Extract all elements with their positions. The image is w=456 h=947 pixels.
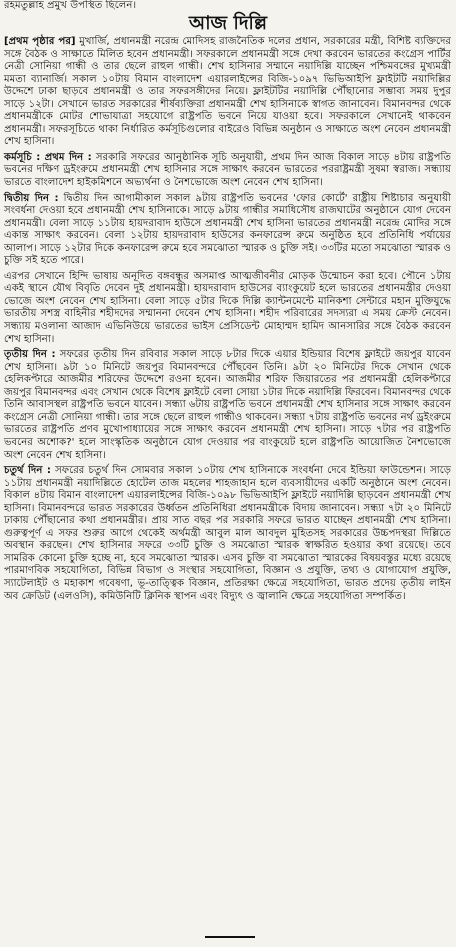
paragraph-lead: তৃতীয় দিন : [4,349,56,361]
paragraph-text: সফরের তৃতীয় দিন রবিবার সকাল সাড়ে ৮টার দিকে এয়ার ইন্ডিয়ার বিশেষ ফ্লাইটে জয়পুর যাবেন শেখ হাসিনা। ৯টা ১০ মিনিটে জয়পুর বিমানবন্দরে পৌঁছবেন তিনি। ৯টা ২০ মিনিটের দিকে সেখান থেকে হেলিকপ্টারে আজমীর শরিফের উদ্দেশে রওনা হবেন। আজমীর শরিফ জিয়ারতের পর প্রধানমন্ত্রী হেলিকপ্টারে জয়পুর বিমানবন্দর এবং সেখান থেকে বিশেষ ফ্লাইটে বেলা সোয়া ১টার দিকে নয়াদিল্লি ফিরবেন। বিমানবন্দর থেকে তিনি আবাসস্থল রাষ্ট্রপতি ভবনে যাবেন। সন্ধ্যা ৬টায় রাষ্ট্রপতি ভবনে প্রধানমন্ত্রী শেখ হাসিনার সঙ্গে সাক্ষাৎ করবেন কংগ্রেস নেত্রী সোনিয়া গান্ধী। তার সঙ্গে ছেলে রাহুল গান্ধীও থাকবেন। সন্ধ্যা ৭টায় রাষ্ট্রপতি ভবনের নর্থ ড্রইংরুমে ভারতের রাষ্ট্রপতি প্রণব মুখোপাধ্যায়ের সঙ্গে সাক্ষাৎ করবেন প্রধানমন্ত্রী শেখ হাসিনা। সাড়ে ৭টার পর রাষ্ট্রপতি ভবনের অশোক?' হলে সাংস্কৃতিক অনুষ্ঠানে যোগ দেওয়ার পর বাংকুয়েট হলে রাষ্ট্রপতি আয়োজিত নৈশভোজে অংশ নেবেন শেখ হাসিনা। [4,349,451,461]
previous-story-last-line: রহমতুল্লাহ প্রমুখ উপস্থিত ছিলেন। [4,0,137,11]
paragraph [4,36,451,149]
paragraph-text: দ্বিতীয় দিন আগামীকাল সকাল ৯টায় রাষ্ট্রপতি ভবনের 'ফোর কোর্টে' রাষ্ট্রীয় শিষ্টাচার অনুযায়ী সংবর্ধনা দেওয়া হবে প্রধানমন্ত্রী শেখ হাসিনাকে। সাড়ে ৯টায় গান্ধীর সমাধিসৌধ রাজঘাটের অনুষ্ঠানে যোগ দেবেন প্রধানমন্ত্রী। বেলা সাড়ে ১১টায় হায়দরাবাদ হাউসে প্রধানমন্ত্রী শেখ হাসিনা ভারতের প্রধানমন্ত্রী নরেন্দ্র মোদির সঙ্গে একান্ত সাক্ষাৎ করবেন। বেলা ১২টায় হায়দরাবাদ হাউসের কনফারেন্স রুমে অনুষ্ঠিত হবে প্রতিনিধি পর্যায়ের আলাপ। সাড়ে ১২টার দিকে কনফারেন্স রুমে হবে সমঝোতা স্মারক ও চুক্তি সই। ৩৩টির মতো সমঝোতা স্মারক ও চুক্তি সই হতে পারে। [4,192,451,267]
paragraph-lead: কর্মসূচি : প্রথম দিন : [4,151,92,163]
paragraph-text: সরকারি সফরের আনুষ্ঠানিক সূচি অনুযায়ী, প্রথম দিন আজ বিকাল সাড়ে ৪টায় রাষ্ট্রপতি ভবনের দক্ষিণ ড্রইংরুমে প্রধানমন্ত্রী শেখ হাসিনার সঙ্গে সাক্ষাৎ করবেন ভারতের পররাষ্ট্রমন্ত্রী সুষমা স্বরাজ। সন্ধ্যায় ভারতে বাংলাদেশ হাইকমিশনে অভ্যর্থনা ও নৈশভোজে অংশ নেবেন শেখ হাসিনা। [4,151,451,189]
paragraph [4,271,451,346]
paragraph-lead: [প্রথম পৃষ্ঠার পর] [4,36,76,47]
paragraph-text: মুখার্জি, প্রধানমন্ত্রী নরেন্দ্র মোদিসহ রাজনৈতিক দলের প্রধান, সরকারের মন্ত্রী, বিশিষ্ট ব্যক্তিদের সঙ্গে বৈঠক ও সাক্ষাতে মিলিত হবেন প্রধানমন্ত্রী। সফরকালে প্রধানমন্ত্রী সঙ্গে দেখা করবেন ভারতের কংগ্রেস পার্টির নেত্রী সোনিয়া গান্ধী ও তার ছেলে রাহুল গান্ধী। শেখ হাসিনার সম্মানে নয়াদিল্লি যাচ্ছেন পশ্চিমবঙ্গের মুখ্যমন্ত্রী মমতা ব্যানার্জি। সকাল ১০টায় বিমান বাংলাদেশ এয়ারলাইন্সের বিজি-১০৯৭ ভিভিআইপি ফ্লাইটটি নয়াদিল্লির উদ্দেশে ঢাকা ছাড়বে প্রধানমন্ত্রী ও তার সফরসঙ্গীদের নিয়ে। ফ্লাইটটির নয়াদিল্লি পৌঁছানোর সম্ভাব্য সময় দুপুর সাড়ে ১২টা। সেখানে ভারত সরকারের শীর্ষব্যক্তিরা প্রধানমন্ত্রী শেখ হাসিনাকে স্বাগত জানাবেন। বিমানবন্দর থেকে প্রধানমন্ত্রীকে মোটর শোভাযাত্রা সহযোগে রাষ্ট্রপতি ভবনে নিয়ে যাওয়া হবে। সফরকালে সেখানেই থাকবেন প্রধানমন্ত্রী। সফরসূচিতে থাকা নির্ধারিত কর্মসূচিগুলোর বাইরেও বিভিন্ন অনুষ্ঠান ও সাক্ষাতে অংশ নেবেন প্রধানমন্ত্রী শেখ হাসিনা। [4,36,451,148]
headline: আজ দিল্লি [188,13,268,34]
paragraph [4,465,451,603]
cut-off-next-headline-fragment [205,936,255,947]
article-body [0,36,456,603]
paragraph [4,349,451,462]
paragraph [4,152,451,190]
paragraph-text: এরপর সেখানে হিন্দি ভাষায় অনূদিত বঙ্গবন্ধুর অসমাপ্ত আত্মজীবনীর মোড়ক উন্মোচন করা হবে। পৌনে ১টায় একই স্থানে যৌথ বিবৃতি দেবেন দুই প্রধানমন্ত্রী। হায়দরাবাদ হাউসের ব্যাংকুয়েট হলে ভারতের প্রধানমন্ত্রীর দেওয়া ভোজে অংশ নেবেন শেখ হাসিনা। বেলা সাড়ে ৫টার দিকে দিল্লি ক্যান্টনমেন্টে মানিকশা সেন্টারে মহান মুক্তিযুদ্ধে ভারতীয় সশস্ত্র বাহিনীর শহীদদের সম্মাননা দেবেন শেখ হাসিনা। শহীদ পরিবারের সদস্যরা এ সময় ক্রেস্ট নেবেন। সন্ধ্যায় মওলানা আজাদ এভিনিউয়ে ভারতের ভাইস প্রেসিডেন্ট মোহাম্মদ হামিদ আনসারির সঙ্গে বৈঠক করবেন শেখ হাসিনা। [4,270,451,345]
paragraph-lead: চতুর্থ দিন : [4,465,51,477]
paragraph [4,193,451,268]
paragraph-text: সফরের চতুর্থ দিন সোমবার সকাল ১০টায় শেখ হাসিনাকে সংবর্ধনা দেবে ইন্ডিয়া ফাউন্ডেশন। সাড়ে ১১টায় প্রধানমন্ত্রী নয়াদিল্লিতে হোটেল তাজ মহলের শাহজাহান হলে ব্যবসায়ীদের একটি অনুষ্ঠানে অংশ নেবেন। বিকাল ৪টায় বিমান বাংলাদেশ এয়ারলাইন্সের বিজি-১০৯৮ ভিভিআইপি ফ্লাইটে নয়াদিল্লি ছাড়বেন প্রধানমন্ত্রী শেখ হাসিনা। বিমানবন্দরে ভারত সরকারের উর্ধ্বতন প্রতিনিধিরা প্রধানমন্ত্রীকে বিদায় জানাবেন। সন্ধ্যা ৭টা ২০ মিনিটে ঢাকায় পৌঁছানোর কথা প্রধানমন্ত্রীর। প্রায় সাত বছর পর সরকারি সফরে ভারত যাচ্ছেন প্রধানমন্ত্রী শেখ হাসিনা। গুরুত্বপূর্ণ এ সফর শুরুর আগে থেকেই অর্থমন্ত্রী আবুল মাল আবদুল মুহিতসহ সরকারের উচ্চপদস্থরা দিল্লিতে অবস্থান করছেন। শেখ হাসিনার সফরে ৩৩টি চুক্তি ও সমঝোতা স্মারক স্বাক্ষরিত হওয়ার কথা রয়েছে। তবে সামরিক কোনো চুক্তি হচ্ছে না, হবে সমঝোতা স্মারক। এসব চুক্তি বা সমঝোতা স্মারকের বিষয়বস্তুর মধ্যে রয়েছে পারমাণবিক সহযোগিতা, বিভিন্ন বিভাগ ও সংস্থার সহযোগিতা, বিজ্ঞান ও প্রযুক্তি, তথ্য ও যোগাযোগ প্রযুক্তি, স্যাটেলাইট ও মহাকাশ গবেষণা, ভূ-তাত্ত্বিক বিজ্ঞান, প্রতিরক্ষা ক্ষেত্রে সহযোগিতা, ভারত প্রদেয় তৃতীয় লাইন অব ক্রেডিট (এলওসি), কমিউনিটি ক্লিনিক স্থাপন এবং বিদ্যুৎ ও জ্বালানি ক্ষেত্রে সহযোগিতা সম্পর্কিত। [4,465,451,602]
paragraph-lead: দ্বিতীয় দিন : [4,192,59,204]
